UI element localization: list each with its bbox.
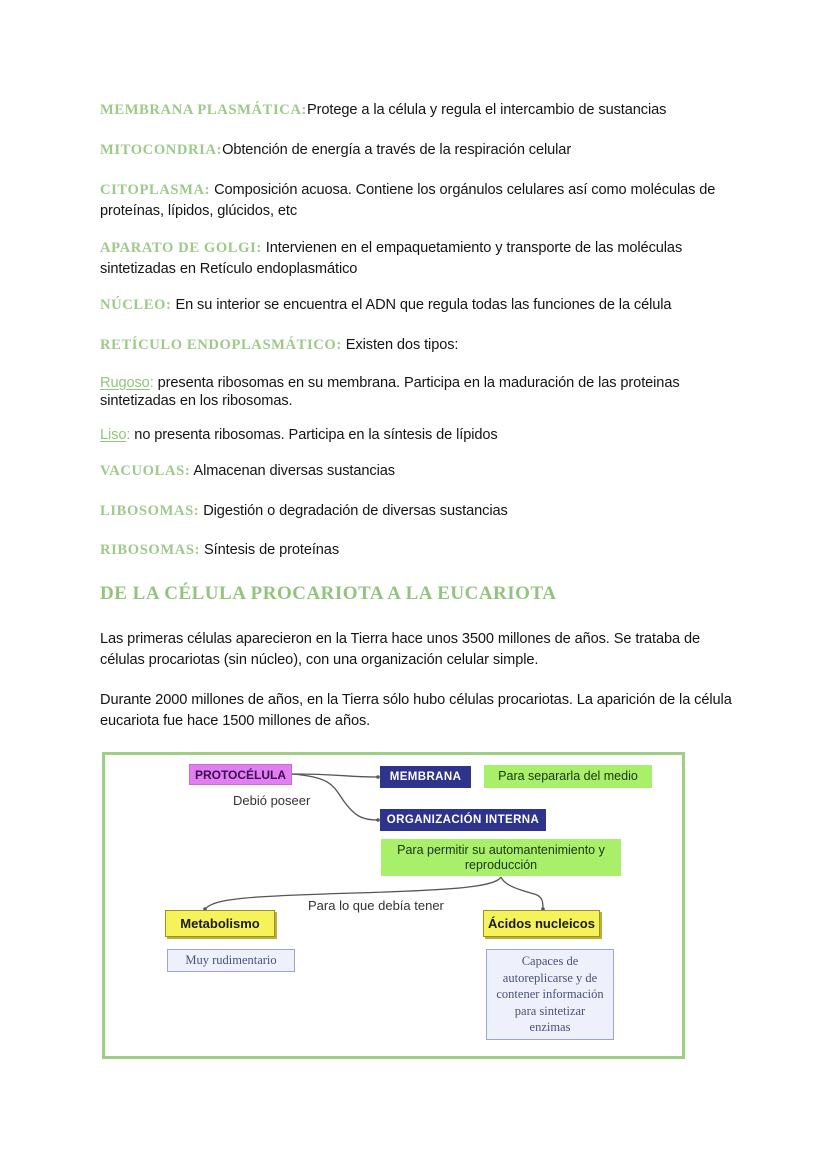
definition-nucleo xyxy=(100,295,740,316)
note-acidos-nucleicos: Capaces de autoreplicarse y de contener información para sintetizar enzimas xyxy=(486,949,614,1040)
edge-label-debio-poseer: Debió poseer xyxy=(233,793,311,808)
subterm-text: presenta ribosomas en su membrana. Participa en la maduración de las proteinas sintetizadas en los ribosomas. xyxy=(100,375,680,409)
subterm-colon: : xyxy=(126,427,131,443)
term-label: VACUOLAS: xyxy=(100,463,191,479)
paragraph: Durante 2000 millones de años, en la Tierra sólo hubo células procariotas. La aparición de la célula eucariota fue hace 1500 millones de años. xyxy=(100,692,732,729)
subterm-text: no presenta ribosomas. Participa en la síntesis de lípidos xyxy=(130,427,498,443)
note-metabolismo: Muy rudimentario xyxy=(167,949,295,972)
definition-text: Síntesis de proteínas xyxy=(200,542,340,558)
definition-text: Existen dos tipos: xyxy=(341,337,459,353)
subterm-colon: : xyxy=(149,375,154,391)
definition-text: Digestión o degradación de diversas sustancias xyxy=(199,503,508,519)
definition-vacuolas xyxy=(100,461,740,482)
node-purpose-organizacion: Para permitir su automantenimiento y reproducción xyxy=(381,839,621,876)
node-membrana: MEMBRANA xyxy=(380,766,471,788)
term-label: APARATO DE GOLGI: xyxy=(100,240,262,256)
term-label: LIBOSOMAS: xyxy=(100,503,200,519)
term-label: RIBOSOMAS: xyxy=(100,542,201,558)
definition-text: Almacenan diversas sustancias xyxy=(190,463,395,479)
definition-text: Intervienen en el empaquetamiento y transporte de las moléculas sintetizadas en Retículo endoplasmático xyxy=(100,240,683,277)
definition-mitocondria xyxy=(100,140,740,161)
concept-map-diagram xyxy=(102,752,685,1059)
edge-label-para-lo-que: Para lo que debía tener xyxy=(308,898,444,913)
node-acidos-nucleicos: Ácidos nucleicos xyxy=(483,910,600,937)
reticulo-liso xyxy=(100,425,740,446)
node-organizacion-interna: ORGANIZACIÓN INTERNA xyxy=(380,809,546,831)
definition-ribosomas xyxy=(100,540,740,561)
definition-text: Obtención de energía a través de la respiración celular xyxy=(222,142,572,158)
definition-membrana xyxy=(100,100,740,121)
definition-golgi xyxy=(100,238,740,280)
term-label: NÚCLEO: xyxy=(100,297,172,313)
paragraph: Las primeras células aparecieron en la Tierra hace unos 3500 millones de años. Se trataba de células procariotas (sin núcleo), con una organización celular simple. xyxy=(100,631,701,668)
definition-citoplasma xyxy=(100,180,740,222)
term-label: RETÍCULO ENDOPLASMÁTICO: xyxy=(100,337,342,353)
node-purpose-membrana: Para separarla del medio xyxy=(484,765,652,788)
term-label: CITOPLASMA: xyxy=(100,182,211,198)
node-metabolismo: Metabolismo xyxy=(165,910,275,937)
definition-text: Protege a la célula y regula el intercambio de sustancias xyxy=(306,102,667,118)
definition-text: En su interior se encuentra el ADN que regula todas las funciones de la célula xyxy=(171,297,672,313)
definition-libosomas xyxy=(100,501,740,522)
definition-text: Composición acuosa. Contiene los orgánulos celulares así como moléculas de proteínas, lípidos, glúcidos, etc xyxy=(100,182,716,219)
reticulo-rugoso xyxy=(100,374,740,410)
subterm-link-liso[interactable]: Liso xyxy=(100,427,127,443)
term-label: MITOCONDRIA: xyxy=(100,142,223,158)
section-heading: DE LA CÉLULA PROCARIOTA A LA EUCARIOTA xyxy=(100,583,557,604)
definition-reticulo xyxy=(100,335,740,356)
node-protocelula: PROTOCÉLULA xyxy=(189,764,292,785)
subterm-link-rugoso[interactable]: Rugoso xyxy=(100,375,150,391)
term-label: MEMBRANA PLASMÁTICA: xyxy=(100,102,307,118)
